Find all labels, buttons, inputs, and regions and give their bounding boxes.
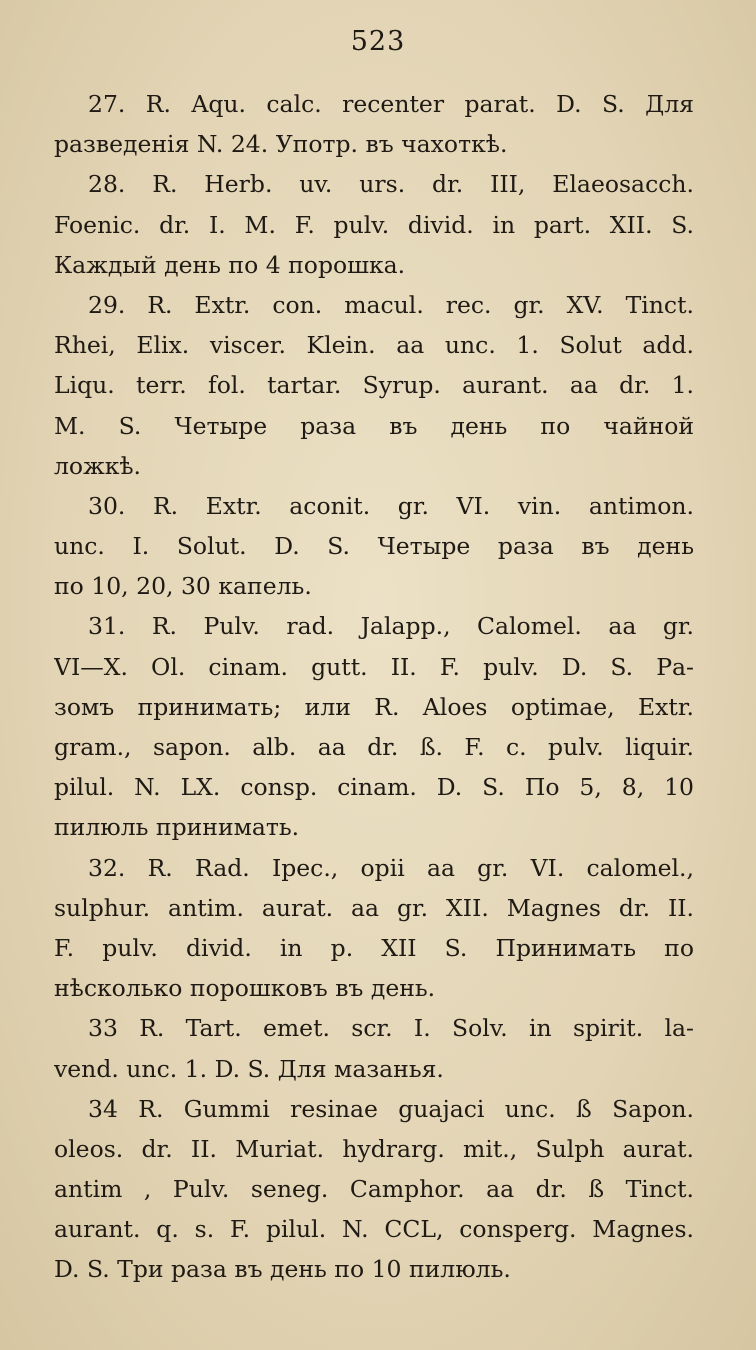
text-line: VI—X. Ol. cinam. gutt. II. F. pulv. D. S. Ра- xyxy=(54,652,694,681)
text-line: M. S. Четыре раза въ день по чайной xyxy=(54,411,694,440)
text-line: 30. R. Extr. aconit. gr. VI. vin. antimon. xyxy=(88,491,694,520)
text-line: Каждый день по 4 порошка. xyxy=(54,250,406,279)
text-line: 32. R. Rad. Ipec., opii aa gr. VI. calomel., xyxy=(88,853,694,882)
text-line: пилюль принимать. xyxy=(54,813,300,842)
text-line: pilul. N. LX. consp. cinam. D. S. По 5, 8, 10 xyxy=(54,773,694,802)
text-line: 34 R. Gummi resinae guajaci unc. ß Sapon. xyxy=(88,1094,694,1123)
prescription-33 xyxy=(54,1008,694,1088)
prescription-32 xyxy=(54,848,694,1009)
text-line: Liqu. terr. fol. tartar. Syrup. aurant. aa dr. 1. xyxy=(54,371,694,400)
text-line: Foenic. dr. I. M. F. pulv. divid. in part. XII. S. xyxy=(54,210,694,239)
text-line: vend. unc. 1. D. S. Для мазанья. xyxy=(54,1054,444,1083)
prescription-31 xyxy=(54,606,694,847)
text-line: 31. R. Pulv. rad. Jalapp., Calomel. aa gr. xyxy=(88,612,694,641)
prescription-29 xyxy=(54,285,694,486)
text-line: нѣсколько порошковъ въ день. xyxy=(54,974,436,1003)
prescription-30 xyxy=(54,486,694,607)
text-line: разведенія N. 24. Употр. въ чахоткѣ. xyxy=(54,130,508,159)
prescription-28 xyxy=(54,164,694,285)
text-line: 28. R. Herb. uv. urs. dr. III, Elaeosacch. xyxy=(88,170,694,199)
text-line: aurant. q. s. F. pilul. N. CCL, consperg. Magnes. xyxy=(54,1215,694,1244)
text-line: зомъ принимать; или R. Aloes optimae, Extr. xyxy=(54,692,694,721)
text-line: 33 R. Tart. emet. scr. I. Solv. in spirit. la- xyxy=(88,1014,694,1043)
text-line: по 10, 20, 30 капель. xyxy=(54,572,312,601)
page-number: 523 xyxy=(350,26,406,57)
prescription-34 xyxy=(54,1089,694,1290)
prescription-27 xyxy=(54,84,694,164)
text-line: ложкѣ. xyxy=(54,451,142,480)
text-line: gram., sapon. alb. aa dr. ß. F. c. pulv. liquir. xyxy=(54,733,694,761)
prescription-list xyxy=(54,84,694,1290)
text-line: oleos. dr. II. Muriat. hydrarg. mit., Sulph aurat. xyxy=(54,1134,694,1163)
text-line: antim , Pulv. seneg. Camphor. aa dr. ß Tinct. xyxy=(54,1175,694,1204)
text-line: unc. I. Solut. D. S. Четыре раза въ день xyxy=(54,532,694,561)
text-line: 29. R. Extr. con. macul. rec. gr. XV. Tinct. xyxy=(88,290,694,319)
text-line: D. S. Три раза въ день по 10 пилюль. xyxy=(54,1255,511,1284)
text-line: 27. R. Aqu. calc. recenter parat. D. S. Для xyxy=(88,90,694,118)
text-line: F. pulv. divid. in p. XII S. Принимать по xyxy=(54,933,694,962)
text-line: Rhei, Elix. viscer. Klein. aa unc. 1. Solut add. xyxy=(54,331,694,360)
text-line: sulphur. antim. aurat. aa gr. XII. Magnes dr. II. xyxy=(54,893,694,922)
